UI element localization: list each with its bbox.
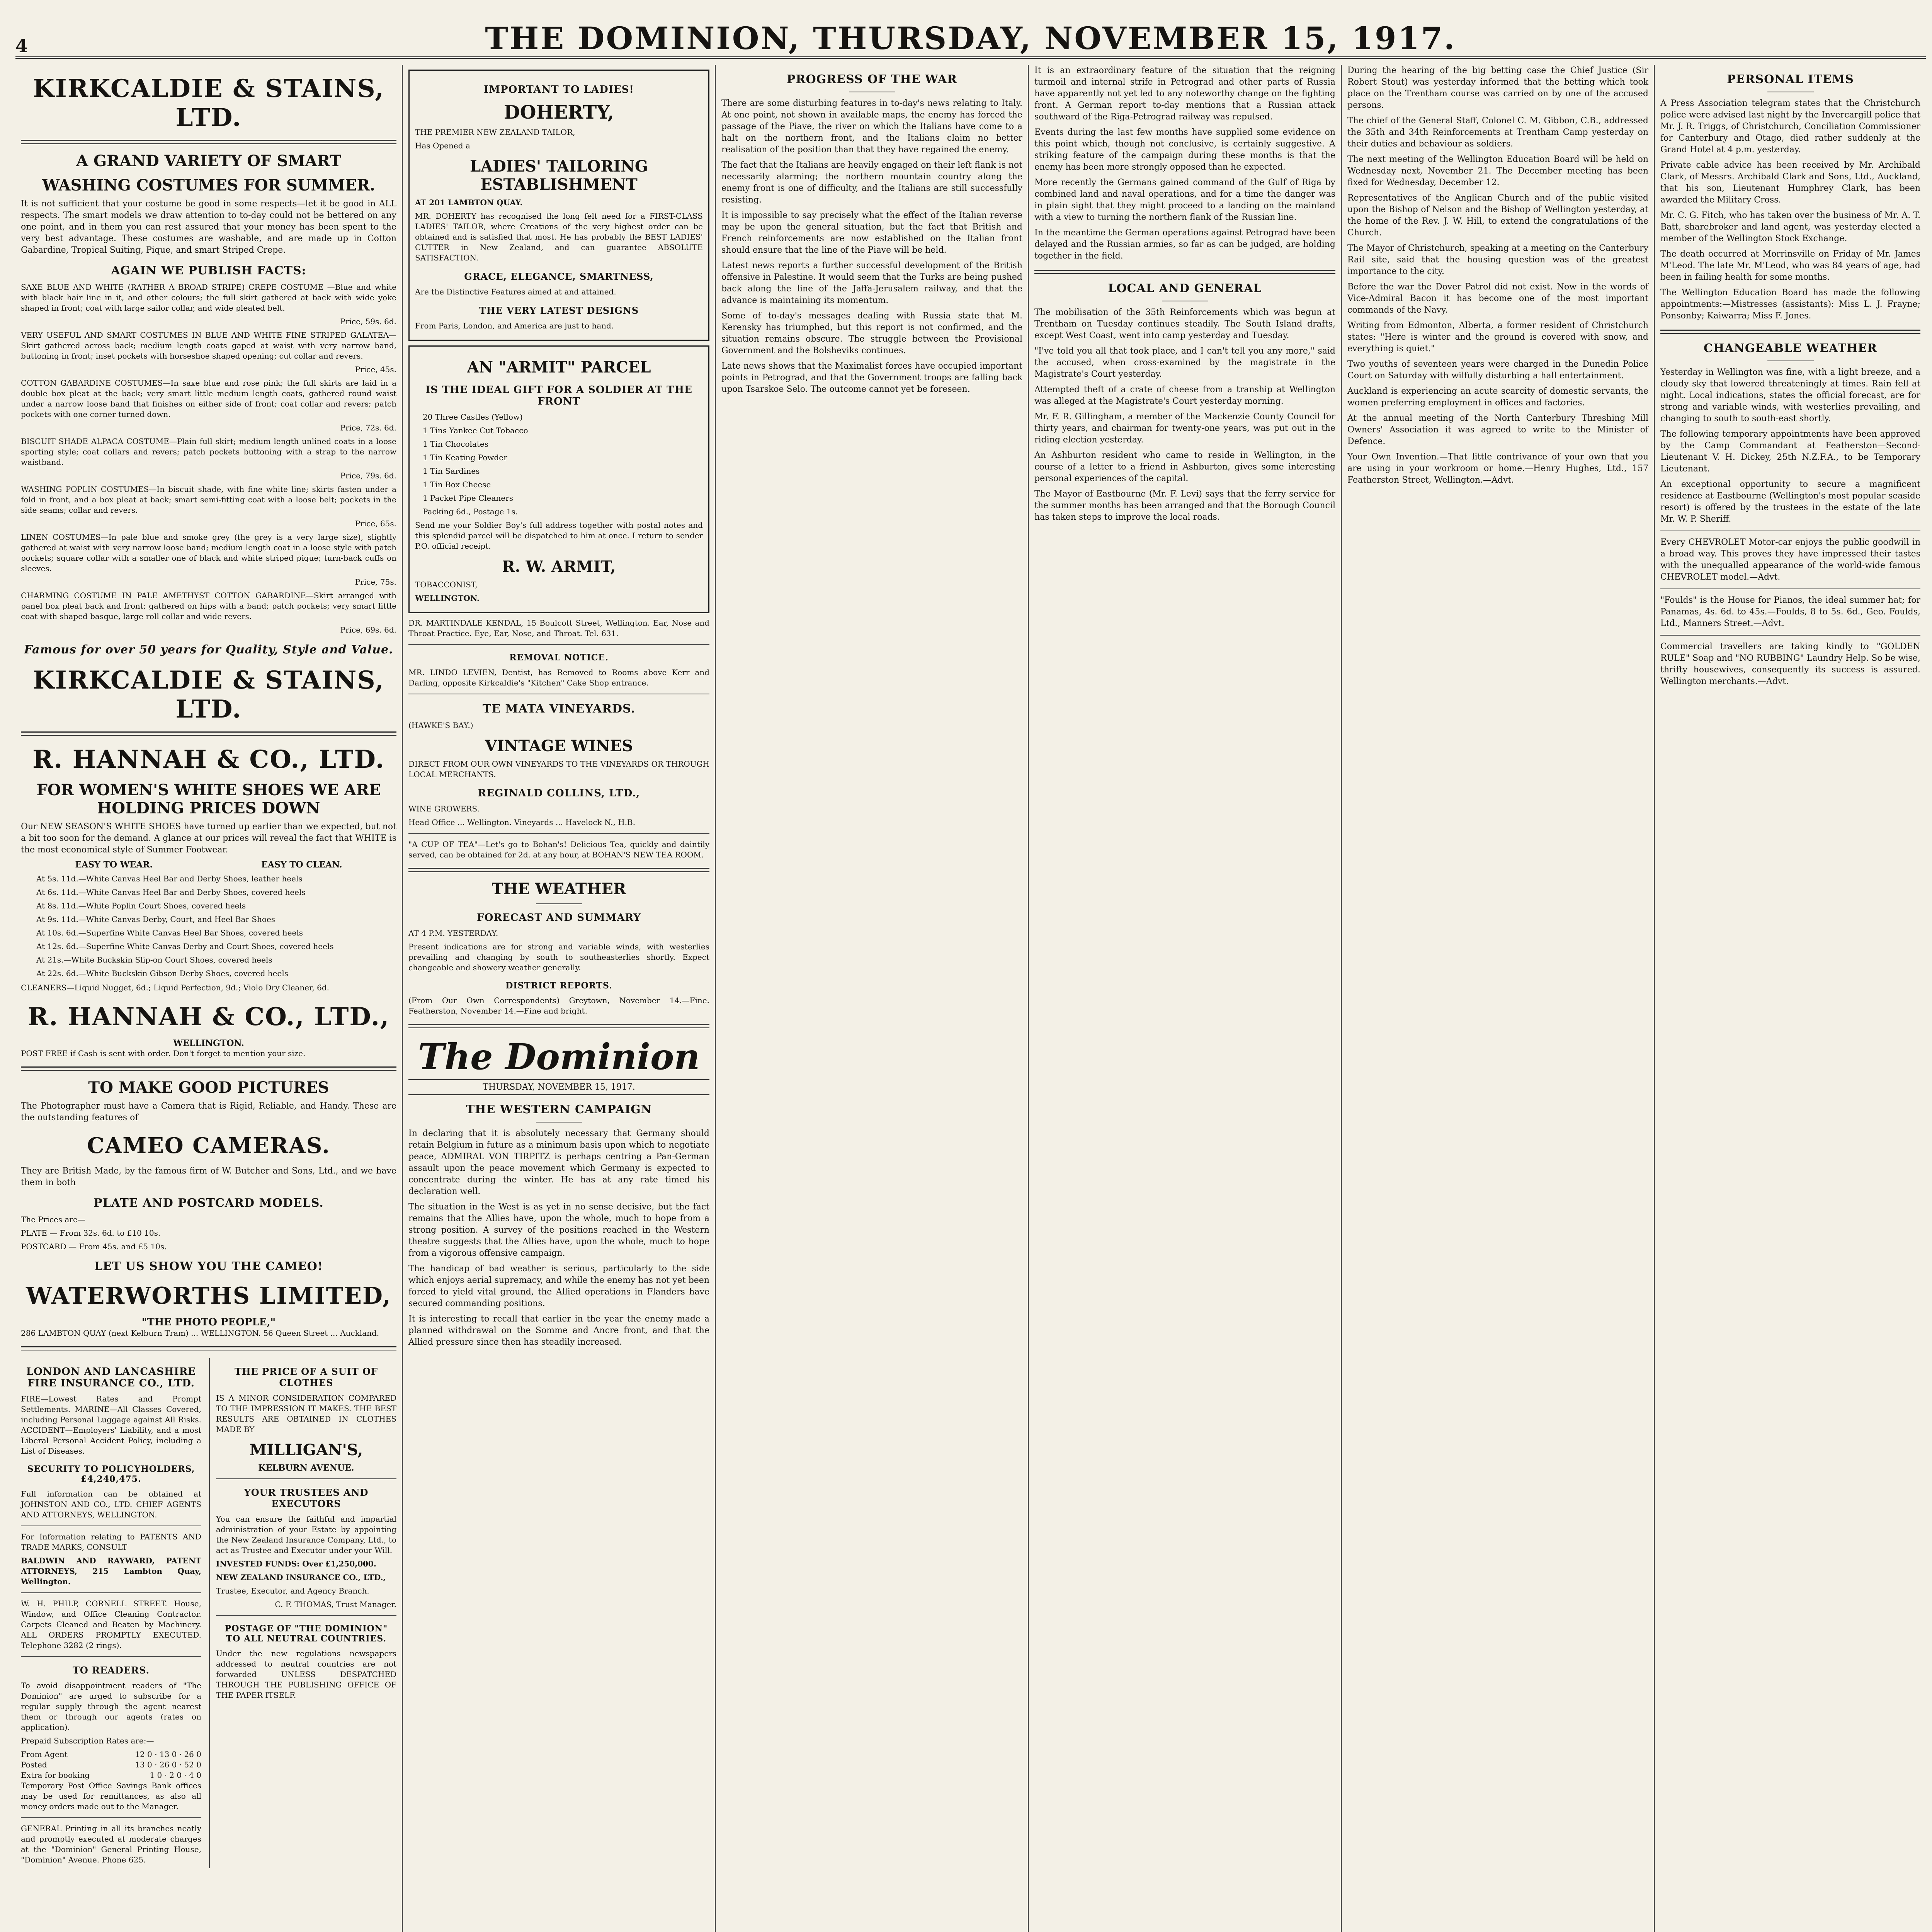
doherty-address: AT 201 LAMBTON QUAY. xyxy=(415,198,523,207)
advert-paragraph: Commercial travellers are taking kindly to "GOLDEN RULE" Soap and "NO RUBBING" Laundry Help. So be wise, thrifty housewives, consequently its success is assured. Wellington merchants.—Advt. xyxy=(1660,642,1920,686)
costume-price: Price, 65s. xyxy=(355,519,396,528)
progress-paragraph: Some of to-day's messages dealing with Russia state that M. Kerensky has triumphed, but this report is not confirmed, and the situation remains obscure. The struggle between the Provisional Government and the Bolsheviks continues. xyxy=(721,311,1022,355)
vintage-wines: VINTAGE WINES xyxy=(485,737,633,755)
column-advertisements xyxy=(15,65,402,1932)
column-five-paragraph: Representatives of the Anglican Church and of the public visited upon the Bishop of Nelson and the Bishop of Wellington yesterday, at the home of the Rev. J. W. Hill, to extend the congratulations of the Church. xyxy=(1347,193,1648,238)
parcel-item: 1 Tin Box Cheese xyxy=(423,480,491,489)
divider xyxy=(21,140,396,144)
tobacconist: TOBACCONIST, xyxy=(415,580,478,589)
local-paragraph: The Mayor of Eastbourne (Mr. F. Levi) says that the ferry service for the summer months has been arranged and that the Borough Council has taken steps to improve the local roads. xyxy=(1034,489,1335,522)
shoe-item: At 21s.—White Buckskin Slip-on Court Shoes, covered heels xyxy=(36,955,272,964)
parcel-item: Packing 6d., Postage 1s. xyxy=(423,507,518,516)
lower-ads-row xyxy=(21,1358,396,1868)
western-paragraph: The handicap of bad weather is serious, particularly to the side which enjoys aerial supremacy, and while the enemy has not yet been forced to yield vital ground, the Allied operations in Flanders have secured commanding positions. xyxy=(408,1264,709,1308)
costume-price: Price, 79s. 6d. xyxy=(340,471,396,480)
cameo-intro: The Photographer must have a Camera that is Rigid, Reliable, and Handy. These are the outstanding features of xyxy=(21,1101,396,1122)
subscription-row: Posted 13 0 · 26 0 · 52 0 xyxy=(21,1760,201,1769)
grand-variety-heading: A GRAND VARIETY OF SMART xyxy=(76,152,341,170)
divider xyxy=(1660,588,1920,589)
again-facts-label: AGAIN WE PUBLISH FACTS: xyxy=(111,264,306,277)
personal-paragraph: Private cable advice has been received by Mr. Archibald Clark, of Messrs. Archibald Clark and Sons, Ltd., Auckland, that his son, Lieutenant Humphrey Clark, has been awarded the Military Cross. xyxy=(1660,160,1920,205)
parcel-item: 1 Tin Chocolates xyxy=(423,439,488,449)
costume-text: WASHING POPLIN COSTUMES—In biscuit shade, with fine white line; skirts fasten under a fold in front, and a box pleat at back; smart semi-fitting coat with a loose belt; pockets in the side seams; collar and revers. xyxy=(21,485,396,515)
costume-list xyxy=(21,282,396,635)
photo-people: "THE PHOTO PEOPLE," xyxy=(141,1316,276,1328)
suit-body: IS A MINOR CONSIDERATION COMPARED TO THE IMPRESSION IT MAKES. THE BEST RESULTS ARE OBTAINED IN CLOTHES MADE BY xyxy=(216,1393,396,1434)
western-paragraph: It is interesting to recall that earlier in the year the enemy made a planned withdrawal on the Somme and Ancre front, and that the Allied pressure since then has steadily increased. xyxy=(408,1314,709,1347)
plate-price: PLATE — From 32s. 6d. to £10 10s. xyxy=(21,1228,161,1238)
column-four-paragraph: It is an extraordinary feature of the situation that the reigning turmoil and internal strife in Petrograd and other parts of Russia have apparently not yet led to any noteworthy change on the fighting front. A German report to-day mentions that a Russian attack southward of the Riga-Petrograd railway was repulsed. xyxy=(1034,66,1335,122)
divider xyxy=(21,1817,201,1818)
plate-postcard: PLATE AND POSTCARD MODELS. xyxy=(94,1196,324,1210)
parcel-item: 1 Packet Pipe Cleaners xyxy=(423,493,513,503)
london-lancashire-body: FIRE—Lowest Rates and Prompt Settlements. MARINE—All Classes Covered, including Personal Luggage against All Risks. ACCIDENT—Employers' Liability, and a most Liberal Personal Accident Policy, including a List of Diseases. xyxy=(21,1394,201,1456)
milligans-title: MILLIGAN'S, xyxy=(249,1441,363,1459)
divider xyxy=(408,644,709,645)
general-printing: GENERAL Printing in all its branches neatly and promptly executed at moderate charges at the "Dominion" General Printing House, "Dominion" Avenue. Phone 625. xyxy=(21,1824,201,1864)
subscription-row: From Agent 12 0 · 13 0 · 26 0 xyxy=(21,1750,201,1759)
divider xyxy=(21,1346,396,1350)
costume-text: CHARMING COSTUME IN PALE AMETHYST COTTON GABARDINE—Skirt arranged with panel box pleat back and front; gathered on hips with a band; patch pockets; very smart little coat with shaped basque, large roll collar and wide revers. xyxy=(21,591,396,621)
divider xyxy=(536,903,582,904)
armit-parcel-title: AN "ARMIT" PARCEL xyxy=(467,358,651,376)
make-pictures-heading: TO MAKE GOOD PICTURES xyxy=(88,1078,329,1097)
advert-paragraph: Every CHEVROLET Motor-car enjoys the public goodwill in a broad way. This proves they have impressed their tastes with the unequalled appearance of the world-wide famous CHEVROLET model.—Advt. xyxy=(1660,537,1920,582)
column-five-paragraph: Your Own Invention.—That little contrivance of your own that you are using in your workroom or home.—Henry Hughes, Ltd., 157 Featherston Street, Wellington.—Advt. xyxy=(1347,452,1648,485)
weather-body: Present indications are for strong and variable winds, with westerlies prevailing and changing by south to southeasterlies shortly. Expect changeable and showery weather generally. xyxy=(408,942,709,972)
divider xyxy=(21,731,396,736)
cameo-body: They are British Made, by the famous firm of W. Butcher and Sons, Ltd., and we have them in both xyxy=(21,1166,396,1187)
ladies-tailoring: LADIES' TAILORING ESTABLISHMENT xyxy=(469,157,648,194)
costume-item xyxy=(21,436,396,481)
changeable-paragraph: An exceptional opportunity to secure a magnificent residence at Eastbourne (Wellington's most popular seaside resort) is offered by the trustees in the estate of the late Mr. W. P. Sheriff. xyxy=(1660,480,1920,524)
local-paragraph: Mr. F. R. Gillingham, a member of the Mackenzie County Council for thirty years, and chairman for twenty-one years, was put out in the riding election yesterday. xyxy=(1034,412,1335,445)
readers-body: To avoid disappointment readers of "The Dominion" are urged to subscribe for a regular supply through the agent nearest them or through our agents (rates on application). xyxy=(21,1681,201,1732)
post-free-line: POST FREE if Cash is sent with order. Don't forget to mention your size. xyxy=(21,1049,306,1058)
divider xyxy=(216,1615,396,1616)
local-paragraph: "I've told you all that took place, and I can't tell you any more," said the accused, when cross-examined by the magistrate in the Magistrate's Court yesterday. xyxy=(1034,346,1335,379)
costume-item xyxy=(21,330,396,375)
vineyards-line: Head Office ... Wellington. Vineyards ... Havelock N., H.B. xyxy=(408,818,636,827)
easy-to-clean: EASY TO CLEAN. xyxy=(261,860,342,870)
costume-item xyxy=(21,590,396,635)
philp-ad: W. H. PHILP, CORNELL STREET. House, Window, and Office Cleaning Contractor. Carpets Cleaned and Beaten by Machinery. ALL ORDERS PROMPTLY EXECUTED. Telephone 3282 (2 rings). xyxy=(21,1599,201,1650)
column-five-paragraph: Before the war the Dover Patrol did not exist. Now in the words of Vice-Admiral Bacon it has become one of the most important commands of the Navy. xyxy=(1347,282,1648,315)
london-lancashire-info: Full information can be obtained at JOHNSTON AND CO., LTD. CHIEF AGENTS AND ATTORNEYS, WELLINGTON. xyxy=(21,1489,201,1519)
divider xyxy=(1034,270,1335,274)
column-five-paragraph: During the hearing of the big betting case the Chief Justice (Sir Robert Stout) was yesterday informed that the betting which took place on the Trentham course was carried on by one of the accused persons. xyxy=(1347,66,1648,110)
trustees-body: You can ensure the faithful and impartial administration of your Estate by appointing the New Zealand Insurance Company, Ltd., to act as Trustee and Executor under your Will. xyxy=(216,1514,396,1555)
shoe-item: At 10s. 6d.—Superfine White Canvas Heel Bar Shoes, covered heels xyxy=(36,928,303,937)
progress-heading: PROGRESS OF THE WAR xyxy=(787,73,957,86)
costume-item xyxy=(21,378,396,433)
easy-to-wear: EASY TO WEAR. xyxy=(75,860,153,870)
suit-price-heading: THE PRICE OF A SUIT OF CLOTHES xyxy=(234,1366,378,1388)
postage-body: Under the new regulations newspapers addressed to neutral countries are not forwarded UNLESS DESPATCHED THROUGH THE PUBLISHING OFFICE OF THE PAPER ITSELF. xyxy=(216,1649,396,1700)
milligans-address: KELBURN AVENUE. xyxy=(258,1463,354,1473)
shoe-item: At 5s. 11d.—White Canvas Heel Bar and Derby Shoes, leather heels xyxy=(36,874,303,883)
doherty-name: DOHERTY, xyxy=(504,102,614,123)
newspaper-title: THE DOMINION, THURSDAY, NOVEMBER 15, 1917. xyxy=(485,20,1456,56)
lindo-notice: MR. LINDO LEVIEN, Dentist, has Removed to Rooms above Kerr and Darling, opposite Kirkcaldie's "Kitchen" Cake Shop entrance. xyxy=(408,668,709,687)
page-number: 4 xyxy=(15,36,28,56)
forecast-heading: FORECAST AND SUMMARY xyxy=(477,912,641,923)
doherty-body: MR. DOHERTY has recognised the long felt need for a FIRST-CLASS LADIES' TAILOR, where Creations of the very highest order can be obtained and is satisfied that most. He has probably the BEST LADIES' CUTTER in New Zealand, and can guarantee ABSOLUTE SATISFACTION. xyxy=(415,211,703,262)
divider xyxy=(408,1024,709,1028)
costume-text: LINEN COSTUMES—In pale blue and smoke grey (the grey is a very large size), slightly gathered at waist with very narrow loose band; medium length coat in a loose style with patch pockets; square collar with a smaller one of black and white striped pique; turn-back cuffs on sleeves. xyxy=(21,532,396,573)
easy-row xyxy=(21,860,396,870)
costume-item xyxy=(21,532,396,587)
masthead xyxy=(15,11,1926,59)
latest-designs-2: From Paris, London, and America are just to hand. xyxy=(415,321,614,330)
changeable-paragraph: Yesterday in Wellington was fine, with a light breeze, and a cloudy sky that lowered threateningly at times. Rain fell at night. Local indications, states the official forecast, are for strong and variable winds, with westerlies prevailing, and changing to south to south-east shortly. xyxy=(1660,367,1920,423)
shoe-item: At 9s. 11d.—White Canvas Derby, Court, and Heel Bar Shoes xyxy=(36,915,276,924)
hannah-title: R. HANNAH & CO., LTD. xyxy=(32,745,385,774)
costume-price: Price, 45s. xyxy=(355,365,396,374)
local-paragraph: The mobilisation of the 35th Reinforcements which was begun at Trentham on Tuesday continues steadily. The South Island drafts, except West Coast, went into camp yesterday and Tuesday. xyxy=(1034,308,1335,340)
cameo-title: CAMEO CAMERAS. xyxy=(87,1133,330,1158)
wine-growers: WINE GROWERS. xyxy=(408,804,480,813)
column-four xyxy=(1029,65,1341,1932)
cup-of-tea: "A CUP OF TEA"—Let's go to Bohan's! Delicious Tea, quickly and daintily served, can be obtained for 2d. at any hour, at BOHAN'S NEW TEA ROOM. xyxy=(408,840,709,859)
prepaid-heading: Prepaid Subscription Rates are:— xyxy=(21,1736,154,1745)
hawkes-bay: (HAWKE'S BAY.) xyxy=(408,721,473,730)
parcel-item: 1 Tins Yankee Cut Tobacco xyxy=(423,426,528,435)
column-four-paragraph: More recently the Germans gained command of the Gulf of Riga by combined land and naval operations, and for a time the danger was in plain sight that they might proceed to a landing on the mainland with a view to turning the northern flank of the Russian line. xyxy=(1034,178,1335,222)
costume-price: Price, 69s. 6d. xyxy=(340,625,396,634)
armit-name: R. W. ARMIT, xyxy=(502,558,616,576)
patents-firm: BALDWIN AND RAYWARD, PATENT ATTORNEYS, 215 Lambton Quay, Wellington. xyxy=(21,1556,201,1586)
hannah-footer: R. HANNAH & CO., LTD., xyxy=(27,1002,390,1031)
changeable-paragraph: The following temporary appointments have been approved by the Camp Commandant at Featherston—Second-Lieutenant V. H. Dickey, 25th N.Z.F.A., to be Temporary Lieutenant. xyxy=(1660,429,1920,474)
column-five-paragraph: Two youths of seventeen years were charged in the Dunedin Police Court on Saturday with wilfully disturbing a hall entertainment. xyxy=(1347,359,1648,381)
costume-item xyxy=(21,484,396,529)
costume-price: Price, 59s. 6d. xyxy=(340,317,396,326)
white-shoes-heading: FOR WOMEN'S WHITE SHOES WE ARE HOLDING PRICES DOWN xyxy=(36,781,381,817)
costume-text: SAXE BLUE AND WHITE (RATHER A BROAD STRIPE) CREPE COSTUME —Blue and white with black hair line in it, and other colours; the full skirt gathered at back with wide yoke shaped in front; coat with large sailor collar, and wide pleated belt. xyxy=(21,282,396,313)
personal-paragraph: The Wellington Education Board has made the following appointments:—Mistresses (assistants): Miss L. J. Frayne; Ponsonby; Kaiwarra; Miss F. Jones. xyxy=(1660,288,1920,321)
district-body: (From Our Own Correspondents) Greytown, November 14.—Fine. Featherston, November 14.—Fine and bright. xyxy=(408,996,709,1015)
grace-line-2: Are the Distinctive Features aimed at and attained. xyxy=(415,287,616,296)
divider xyxy=(1660,330,1920,334)
kirkcaldie-footer: KIRKCALDIE & STAINS, LTD. xyxy=(33,666,384,724)
column-two xyxy=(403,65,715,1932)
lower-left-ads xyxy=(21,1358,201,1868)
parcel-body: Send me your Soldier Boy's full address together with postal notes and this splendid parcel will be dispatched to him at once. I return to sender P.O. official receipt. xyxy=(415,520,703,551)
shoe-item: At 6s. 11d.—White Canvas Heel Bar and Derby Shoes, covered heels xyxy=(36,888,306,897)
subscription-table xyxy=(21,1749,201,1781)
postage-heading: POSTAGE OF "THE DOMINION" TO ALL NEUTRAL COUNTRIES. xyxy=(224,1624,388,1644)
armit-ad xyxy=(408,345,709,613)
security-line: SECURITY TO POLICYHOLDERS, £4,240,475. xyxy=(27,1464,195,1484)
trustees-heading: YOUR TRUSTEES AND EXECUTORS xyxy=(244,1487,369,1509)
advert-paragraph: "Foulds" is the House for Pianos, the ideal summer hat; for Panamas, 4s. 6d. to 45s.—Foulds, 8 to 5s. 6d., Geo. Foulds, Ltd., Manners Street.—Advt. xyxy=(1660,595,1920,628)
reginald-collins: REGINALD COLLINS, LTD., xyxy=(478,787,640,799)
district-reports: DISTRICT REPORTS. xyxy=(505,981,612,991)
column-five-paragraph: Writing from Edmonton, Alberta, a former resident of Christchurch states: "Here is winter and the ground is covered with snow, and everything is quiet." xyxy=(1347,321,1648,354)
divider xyxy=(21,1066,396,1071)
has-opened: Has Opened a xyxy=(415,141,470,150)
washing-costumes-heading: WASHING COSTUMES FOR SUMMER. xyxy=(42,176,375,194)
newspaper-page xyxy=(15,11,1926,1932)
dominion-logo: The Dominion xyxy=(418,1036,700,1078)
weather-title: THE WEATHER xyxy=(492,880,626,898)
waterworths-title: WATERWORTHS LIMITED, xyxy=(26,1282,391,1310)
parcel-item: 1 Tin Keating Powder xyxy=(423,453,507,462)
hannah-city: WELLINGTON. xyxy=(173,1038,244,1048)
waterworths-address: 286 LAMBTON QUAY (next Kelburn Tram) ... WELLINGTON. 56 Queen Street ... Auckland. xyxy=(21,1328,379,1338)
prices-are: The Prices are— xyxy=(21,1215,85,1224)
western-paragraph: In declaring that it is absolutely necessary that Germany should retain Belgium in future as a minimum basis upon which to negotiate peace, ADMIRAL VON TIRPITZ is perhaps centring a Pan-German assault upon the peace movement which Germany is expected to concentrate during the winter. He has at any rate timed his declaration well. xyxy=(408,1129,709,1196)
column-five-paragraph: Auckland is experiencing an acute scarcity of domestic servants, the women preferring employment in offices and factories. xyxy=(1347,386,1648,408)
progress-paragraph: Latest news reports a further successful development of the British offensive in Palestine. It would seem that the Turks are being pushed back along the line of the Jaffa-Jerusalem railway, and that the advance is maintaining its momentum. xyxy=(721,261,1022,305)
divider xyxy=(216,1478,396,1479)
to-readers: TO READERS. xyxy=(73,1665,150,1676)
personal-items-heading: PERSONAL ITEMS xyxy=(1727,73,1854,86)
column-five-paragraph: The chief of the General Staff, Colonel C. M. Gibbon, C.B., addressed the 35th and 34th Reinforcements at Trentham Camp yesterday on their duties and behaviour as soldiers. xyxy=(1347,116,1648,149)
dominion-dateline: THURSDAY, NOVEMBER 15, 1917. xyxy=(408,1079,709,1095)
nz-insurance-branch: Trustee, Executor, and Agency Branch. xyxy=(216,1586,369,1595)
removal-notice: REMOVAL NOTICE. xyxy=(509,653,609,663)
shoe-item: At 12s. 6d.—Superfine White Canvas Derby and Court Shoes, covered heels xyxy=(36,942,334,951)
divider xyxy=(408,833,709,834)
trust-manager: C. F. THOMAS, Trust Manager. xyxy=(275,1600,396,1609)
progress-paragraph: There are some disturbing features in to-day's news relating to Italy. At one point, not shown in available maps, the enemy has forced the passage of the Piave, the river on which the Italians have come to a halt on the northern front, and the Italians claim no better realisation of the position than that they have regained the enemy. xyxy=(721,99,1022,155)
progress-paragraph: Late news shows that the Maximalist forces have occupied important points in Petrograd, and that the Government troops are falling back upon Tsarskoe Selo. The outcome cannot yet be foreseen. xyxy=(721,361,1022,394)
costume-text: COTTON GABARDINE COSTUMES—In saxe blue and rose pink; the full skirts are laid in a double box pleat at the back; very smart little medium length coats, gathered round waist under a narrow loose band that finishes on either side of front; coat collar and revers; patch pockets with one corner turned down. xyxy=(21,378,396,419)
changeable-weather-heading: CHANGEABLE WEATHER xyxy=(1703,342,1878,355)
armit-city: WELLINGTON. xyxy=(415,594,480,603)
postcard-price: POSTCARD — From 45s. and £5 10s. xyxy=(21,1242,167,1251)
column-five-paragraph: The next meeting of the Wellington Education Board will be held on Wednesday next, November 21. The December meeting has been fixed for Wednesday, December 12. xyxy=(1347,155,1648,187)
subscription-note: Temporary Post Office Savings Bank offices may be used for remittances, as also all money orders made out to the Manager. xyxy=(21,1781,201,1811)
important-ladies: IMPORTANT TO LADIES! xyxy=(484,84,634,95)
shoe-item: At 8s. 11d.—White Poplin Court Shoes, covered heels xyxy=(36,901,246,910)
progress-paragraph: The fact that the Italians are heavily engaged on their left flank is not necessarily alarming; the northern mountain country along the enemy front is one of difficulty, and the Italians are still successfully resisting. xyxy=(721,160,1022,205)
column-four-paragraph: In the meantime the German operations against Petrograd have been delayed and the Russian armies, so far as can be judged, are holding together in the field. xyxy=(1034,228,1335,261)
costume-text: BISCUIT SHADE ALPACA COSTUME—Plain full skirt; medium length unlined coats in a loose sporting style; coat collars and revers; patch pockets buttoning with a strap to the narrow waistband. xyxy=(21,437,396,467)
column-five-paragraph: At the annual meeting of the North Canterbury Threshing Mill Owners' Association it was agreed to write to the Minister of Defence. xyxy=(1347,413,1648,446)
te-mata-title: TE MATA VINEYARDS. xyxy=(482,702,636,716)
local-general-heading: LOCAL AND GENERAL xyxy=(1108,282,1262,295)
shoe-item: At 22s. 6d.—White Buckskin Gibson Derby Shoes, covered heels xyxy=(36,969,288,978)
costume-item xyxy=(21,282,396,327)
divider xyxy=(1660,635,1920,636)
personal-paragraph: The death occurred at Morrinsville on Friday of Mr. James M'Leod. The late Mr. M'Leod, who was 84 years of age, had been in failing health for some months. xyxy=(1660,249,1920,282)
western-campaign-heading: THE WESTERN CAMPAIGN xyxy=(466,1103,652,1116)
vintage-body: DIRECT FROM OUR OWN VINEYARDS TO THE VINEYARDS OR THROUGH LOCAL MERCHANTS. xyxy=(408,759,709,779)
local-paragraph: An Ashburton resident who came to reside in Wellington, in the course of a letter to a friend in Ashburton, gives some interesting personal experiences of the capital. xyxy=(1034,451,1335,483)
column-five xyxy=(1342,65,1654,1932)
parcel-list xyxy=(423,412,695,517)
shoe-list xyxy=(36,874,381,979)
costume-price: Price, 72s. 6d. xyxy=(340,423,396,432)
costume-text: VERY USEFUL AND SMART COSTUMES IN BLUE AND WHITE FINE STRIPED GALATEA—Skirt gathered across back; medium length coats gaped at waist with very narrow band, buttoning in front; inset pockets with horseshoe shaped opening; cut collar and revers. xyxy=(21,330,396,361)
kirkcaldie-title: KIRKCALDIE & STAINS, LTD. xyxy=(33,74,384,132)
divider xyxy=(21,1592,201,1593)
shoes-intro: Our NEW SEASON'S WHITE SHOES have turned up earlier than we expected, but not a bit too soon for the demand. A glance at our prices will reveal the fact that WHITE is the most economical style of Summer Footwear. xyxy=(21,822,396,855)
western-paragraph: The situation in the West is as yet in no sense decisive, but the fact remains that the Allies have, upon the whole, much to hope from a strong position. A survey of the positions reached in the Western theatre suggests that the Allies have, upon the whole, much to hope from a vigorous offensive campaign. xyxy=(408,1202,709,1258)
divider xyxy=(408,868,709,872)
personal-paragraph: A Press Association telegram states that the Christchurch police were advised last night by the Invercargill police that Mr. J. R. Triggs, of Christchurch, Conciliation Commissioner for Canterbury and Otago, died rather suddenly at the Grand Hotel at 4 p.m. yesterday. xyxy=(1660,99,1920,155)
column-four-paragraph: Events during the last few months have supplied some evidence on this point which, though not conclusive, is certainly suggestive. A striking feature of the campaign during these months is that the enemy has been more strongly opposed than he expected. xyxy=(1034,128,1335,172)
premier-tailor: THE PREMIER NEW ZEALAND TAILOR, xyxy=(415,128,575,137)
nz-insurance: NEW ZEALAND INSURANCE CO., LTD., xyxy=(216,1573,386,1582)
london-lancashire-title: LONDON AND LANCASHIRE FIRE INSURANCE CO., LTD. xyxy=(26,1366,196,1389)
martindale-notice: DR. MARTINDALE KENDAL, 15 Boulcott Street, Wellington. Ear, Nose and Throat Practice. Eye, Ear, Nose, and Throat. Tel. 631. xyxy=(408,618,709,638)
doherty-ad xyxy=(408,70,709,341)
column-five-paragraph: The Mayor of Christchurch, speaking at a meeting on the Canterbury Rail site, said that the housing question was of the greatest importance to the city. xyxy=(1347,243,1648,276)
show-cameo: LET US SHOW YOU THE CAMEO! xyxy=(94,1260,323,1273)
subscription-row: Extra for booking 1 0 · 2 0 · 4 0 xyxy=(21,1770,201,1780)
personal-paragraph: Mr. C. G. Fitch, who has taken over the business of Mr. A. T. Batt, sharebroker and land agent, was yesterday elected a member of the Wellington Stock Exchange. xyxy=(1660,211,1920,243)
local-paragraph: Attempted theft of a crate of cheese from a tranship at Wellington was alleged at the Magistrate's Court yesterday morning. xyxy=(1034,385,1335,406)
forecast-time: AT 4 P.M. YESTERDAY. xyxy=(408,929,498,938)
column-three xyxy=(716,65,1028,1932)
kirkcaldie-intro: It is not sufficient that your costume be good in some respects—let it be good in ALL respects. The smart models we draw attention to to-day could not be bettered on any one point, and in them you can rest assured that your money has been spent to the very best advantage. These costumes are washable, and are made up in Cotton Gabardine, Tropical Suiting, Pique, and smart Striped Crepe. xyxy=(21,199,396,255)
latest-designs: THE VERY LATEST DESIGNS xyxy=(479,305,639,316)
invested-funds: INVESTED FUNDS: Over £1,250,000. xyxy=(216,1559,376,1568)
progress-paragraph: It is impossible to say precisely what the effect of the Italian reverse may be upon the general situation, but the fact that British and French reinforcements are now established on the Italian front should ensure that the line of the Piave will be held. xyxy=(721,211,1022,255)
costume-price: Price, 75s. xyxy=(355,577,396,587)
lower-right-ads xyxy=(209,1358,396,1868)
grace-line: GRACE, ELEGANCE, SMARTNESS, xyxy=(464,271,654,282)
column-six xyxy=(1655,65,1926,1932)
famous-tagline: Famous for over 50 years for Quality, Style and Value. xyxy=(24,643,393,656)
ideal-gift: IS THE IDEAL GIFT FOR A SOLDIER AT THE FRONT xyxy=(425,384,692,407)
parcel-item: 1 Tin Sardines xyxy=(423,466,480,476)
divider xyxy=(21,1656,201,1657)
parcel-item: 20 Three Castles (Yellow) xyxy=(423,412,523,422)
patents-heading: For Information relating to PATENTS AND TRADE MARKS, CONSULT xyxy=(21,1532,201,1552)
cleaners-line: CLEANERS—Liquid Nugget, 6d.; Liquid Perfection, 9d.; Violo Dry Cleaner, 6d. xyxy=(21,983,330,992)
